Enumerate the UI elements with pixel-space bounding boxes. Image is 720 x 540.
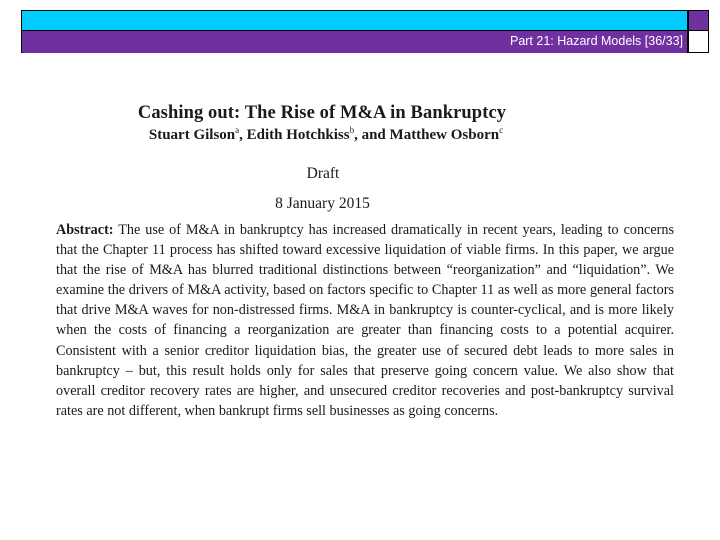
author-name: Matthew Osborn [389,127,500,143]
author-name: Edith Hotchkiss [246,127,350,143]
author-separator: , and [354,127,390,143]
author-separator: , [239,127,247,143]
paper-date: 8 January 2015 [275,195,370,212]
paper-authors [0,127,652,144]
author-affiliation-mark: c [499,125,504,135]
abstract-paragraph [56,220,674,421]
abstract-label: Abstract: [56,222,114,238]
abstract-text: The use of M&A in bankruptcy has increased dramatically in recent years, leading to concerns that the Chapter 11 process has shifted toward excessive liquidation of viable firms. In this paper, we argue that the rise of M&A has blurred traditional distinctions between “reorganization” and “liquidation”. We examine the drivers of M&A activity, based on factors specific to Chapter 11 as well as more general factors that drive M&A waves for non-distressed firms. M&A in bankruptcy is counter-cyclical, and is more likely when the costs of financing a reorganization are greater than financing costs to a potential acquirer. Consistent with a senior creditor liquidation bias, the greater use of secured debt leads to more sales in bankruptcy – but, this result holds only for sales that preserve going concern value. We also show that overall creditor recovery rates are higher, and unsecured creditor recoveries and post-bankruptcy survival rates are not different, when bankrupt firms sell businesses as going concerns. [56,222,674,419]
author-name: Stuart Gilson [148,127,236,143]
slide-label: Part 21: Hazard Models [36/33] [509,34,683,48]
author-affiliation-mark: a [235,125,240,135]
author-affiliation-mark: b [349,125,355,135]
draft-label: Draft [306,165,340,182]
paper-title: Cashing out: The Rise of M&A in Bankruptcy [137,103,507,123]
